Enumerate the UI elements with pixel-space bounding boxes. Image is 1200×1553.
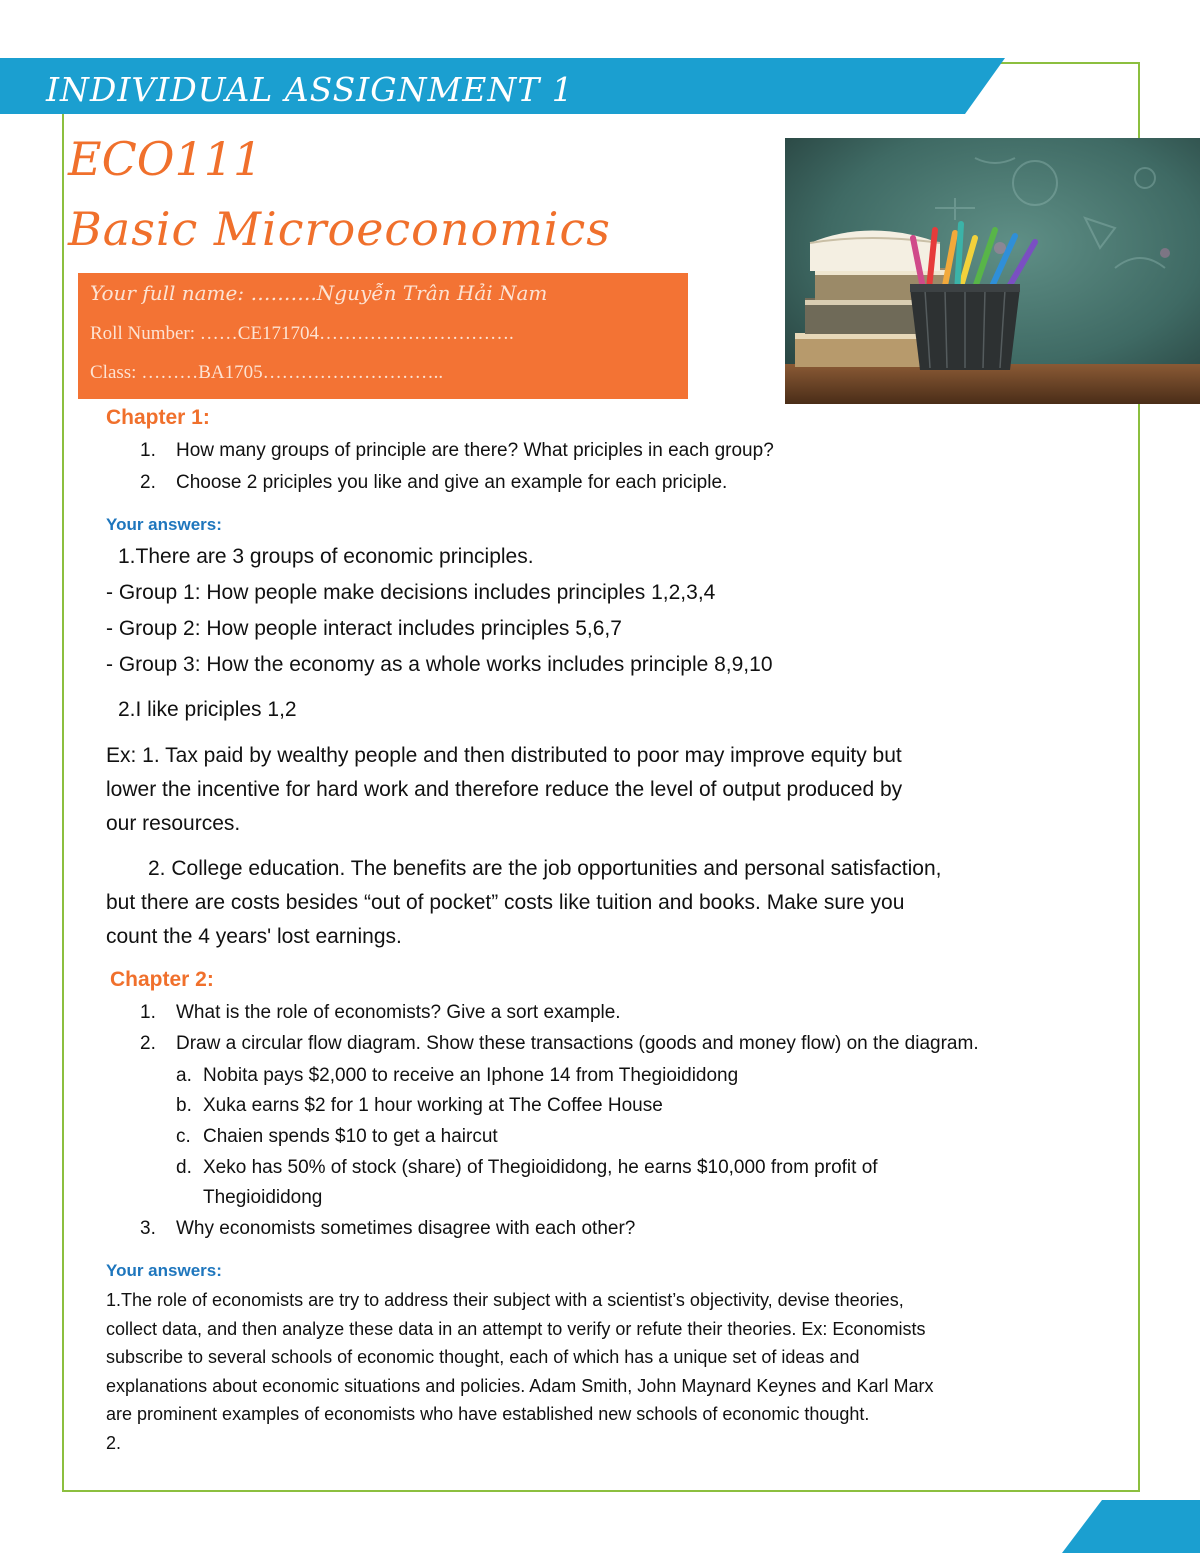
chapter-2-answers-heading: Your answers: <box>106 1261 222 1280</box>
chapter-1-answers-heading: Your answers: <box>106 515 222 534</box>
sub-question-text: Xeko has 50% of stock (share) of Thegioididong, he earns $10,000 from profit of <box>203 1157 878 1178</box>
question-text: Choose 2 priciples you like and give an example for each priciple. <box>176 472 728 493</box>
books-pencils-illustration <box>785 138 1200 404</box>
question-number: 1. <box>140 1002 156 1023</box>
answer-line: - Group 2: How people interact includes principles 5,6,7 <box>106 617 622 640</box>
footer-accent <box>1062 1500 1200 1553</box>
course-name: Basic Microeconomics <box>68 202 611 256</box>
answer-line: - Group 3: How the economy as a whole works includes principle 8,9,10 <box>106 653 773 676</box>
answer-line: our resources. <box>106 812 241 835</box>
chapter-1-heading: Chapter 1: <box>106 406 210 429</box>
question-text: What is the role of economists? Give a sort example. <box>176 1002 621 1023</box>
question-number: 2. <box>140 472 156 493</box>
sub-question-letter: d. <box>176 1157 192 1178</box>
answer-line: - Group 1: How people make decisions includes principles 1,2,3,4 <box>106 581 716 604</box>
answer-line: Ex: 1. Tax paid by wealthy people and then distributed to poor may improve equity but <box>106 744 902 767</box>
sub-question-text: Xuka earns $2 for 1 hour working at The Coffee House <box>203 1095 663 1116</box>
classroom-photo <box>785 138 1200 404</box>
chapter-2-heading: Chapter 2: <box>110 968 214 991</box>
roll-number: Roll Number: ……CE171704…………………………. <box>90 323 514 344</box>
answer-line: 1.There are 3 groups of economic principles. <box>118 545 534 568</box>
answer-line: subscribe to several schools of economic thought, each of which has a unique set of ideas and <box>106 1347 860 1367</box>
class-code: Class: ………BA1705……………………….. <box>90 362 444 383</box>
question-number: 3. <box>140 1218 156 1239</box>
sub-question-text: Nobita pays $2,000 to receive an Iphone 14 from Thegioididong <box>203 1065 739 1086</box>
answer-line: 1.The role of economists are try to address their subject with a scientist’s objectivity, devise theories, <box>106 1290 904 1310</box>
answer-line: 2.I like priciples 1,2 <box>118 698 297 721</box>
answer-line: 2. <box>106 1433 122 1453</box>
student-name: Your full name: ……….Nguyễn Trân Hải Nam <box>90 281 548 305</box>
question-text: Why economists sometimes disagree with each other? <box>176 1218 636 1239</box>
sub-question-letter: a. <box>176 1065 192 1086</box>
answer-line: lower the incentive for hard work and therefore reduce the level of output produced by <box>106 778 903 801</box>
sub-question-text: Thegioididong <box>203 1187 323 1208</box>
sub-question-letter: b. <box>176 1095 192 1116</box>
answer-line: are prominent examples of economists who have established new schools of economic thought. <box>106 1404 870 1424</box>
answer-line: 2. College education. The benefits are the job opportunities and personal satisfaction, <box>148 857 942 880</box>
question-number: 2. <box>140 1033 156 1054</box>
question-number: 1. <box>140 440 156 461</box>
assignment-title: INDIVIDUAL ASSIGNMENT 1 <box>46 70 574 109</box>
answer-line: collect data, and then analyze these data in an attempt to verify or refute their theories. Ex: Economists <box>106 1319 926 1339</box>
sub-question-text: Chaien spends $10 to get a haircut <box>203 1126 498 1147</box>
answer-line: count the 4 years' lost earnings. <box>106 925 402 948</box>
sub-question-letter: c. <box>176 1126 191 1147</box>
answer-line: but there are costs besides “out of pocket” costs like tuition and books. Make sure you <box>106 891 905 914</box>
question-text: How many groups of principle are there? What priciples in each group? <box>176 440 774 461</box>
answer-line: explanations about economic situations and policies. Adam Smith, John Maynard Keynes and Karl Marx <box>106 1376 934 1396</box>
course-code: ECO111 <box>68 132 263 186</box>
student-info-box <box>78 273 688 399</box>
question-text: Draw a circular flow diagram. Show these transactions (goods and money flow) on the diagram. <box>176 1033 979 1054</box>
